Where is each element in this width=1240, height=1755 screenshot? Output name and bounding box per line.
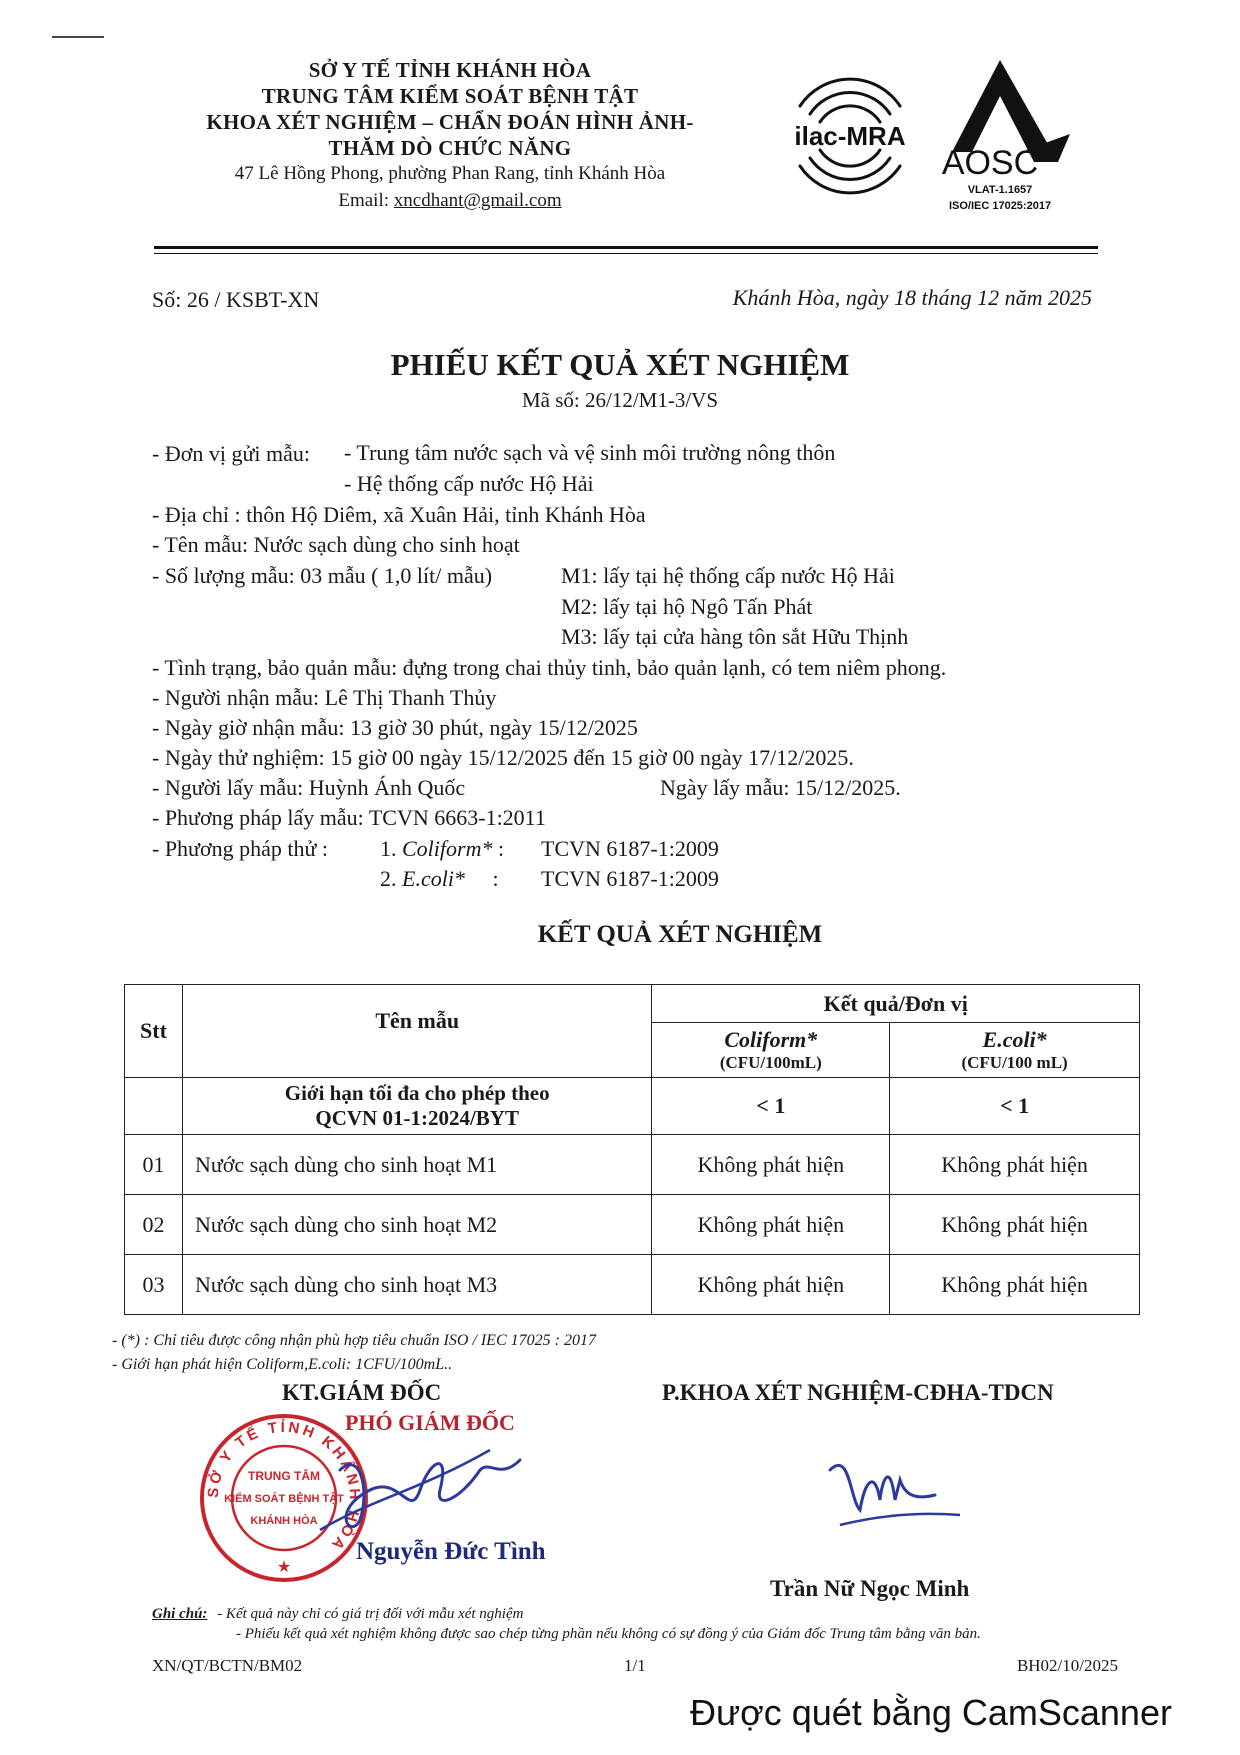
row-sample-name: Nước sạch dùng cho sinh hoạt M3 — [182, 1255, 651, 1315]
test-method-label: - Phương pháp thử : — [152, 836, 329, 861]
row-stt: 01 — [125, 1135, 183, 1195]
ilac-mra-logo — [770, 56, 930, 216]
doc-code: Mã số: 26/12/M1-3/VS — [521, 388, 718, 412]
org-line-3: KHOA XÉT NGHIỆM – CHẨN ĐOÁN HÌNH ẢNH- — [206, 110, 694, 134]
remark-1: - Kết quả này chỉ có giá trị đối với mẫu xét nghiệm — [217, 1606, 524, 1622]
stamp-text-3: KHÁNH HÒA — [250, 1515, 318, 1527]
sampling-method: - Phương pháp lấy mẫu: TCVN 6663-1:2011 — [152, 805, 546, 830]
right-sign-title: P.KHOA XÉT NGHIỆM-CĐHA-TDCN — [662, 1380, 1054, 1405]
right-signature — [820, 1440, 970, 1540]
stamp-text-1: TRUNG TÂM — [248, 1469, 320, 1483]
row-coliform: Không phát hiện — [652, 1195, 890, 1255]
limit-coliform: < 1 — [652, 1078, 890, 1135]
sample-receiver: - Người nhận mẫu: Lê Thị Thanh Thủy — [152, 685, 497, 710]
row-ecoli: Không phát hiện — [890, 1135, 1140, 1195]
remark-line-1 — [152, 1606, 523, 1623]
method-2 — [380, 866, 499, 892]
camscanner-watermark: Được quét bằng CamScanner — [690, 1692, 1172, 1733]
form-code: XN/QT/BCTN/BM02 — [152, 1656, 303, 1675]
table-row — [125, 1135, 1140, 1195]
limit-ecoli: < 1 — [890, 1078, 1140, 1135]
limit-stt-cell — [125, 1078, 183, 1135]
stamp-text-2: KIỂM SOÁT BỆNH TẬT — [224, 1493, 344, 1505]
col-coliform-header — [652, 1023, 890, 1078]
org-line-1: SỞ Y TẾ TỈNH KHÁNH HÒA — [308, 58, 592, 82]
email-label: Email: — [338, 190, 394, 211]
left-sign-title: KT.GIÁM ĐỐC — [282, 1380, 442, 1405]
col-ecoli-header — [890, 1023, 1140, 1078]
header-divider-thin — [154, 253, 1098, 254]
page-number: 1/1 — [624, 1656, 646, 1675]
method-2-name: E.coli* — [402, 866, 465, 891]
left-signature — [300, 1430, 530, 1550]
row-sample-name: Nước sạch dùng cho sinh hoạt M1 — [182, 1135, 651, 1195]
method-1-std: TCVN 6187-1:2009 — [541, 836, 719, 861]
sample-name: - Tên mẫu: Nước sạch dùng cho sinh hoạt — [152, 532, 520, 557]
ecoli-header-unit: (CFU/100 mL) — [961, 1053, 1068, 1072]
org-line-4: THĂM DÒ CHỨC NĂNG — [328, 136, 572, 160]
method-1-colon: : — [497, 836, 505, 861]
revision: BH02/10/2025 — [1016, 1656, 1118, 1675]
sample-m3: M3: lấy tại cửa hàng tôn sắt Hữu Thịnh — [561, 624, 909, 649]
results-title: KẾT QUẢ XÉT NGHIỆM — [537, 921, 823, 948]
sample-m2: M2: lấy tại hộ Ngô Tấn Phát — [561, 594, 813, 619]
remark-2: - Phiếu kết quả xét nghiệm không được sao chép từng phần nếu không có sự đồng ý của Giám đốc Trung tâm bằng văn bản. — [236, 1626, 981, 1642]
row-coliform: Không phát hiện — [652, 1135, 890, 1195]
limit-label-line-1: Giới hạn tối đa cho phép theo — [284, 1081, 550, 1105]
received-time: - Ngày giờ nhận mẫu: 13 giờ 30 phút, ngày 15/12/2025 — [152, 715, 638, 740]
sender-unit-1: - Trung tâm nước sạch và vệ sinh môi trường nông thôn — [344, 440, 836, 465]
row-ecoli: Không phát hiện — [890, 1195, 1140, 1255]
method-1 — [380, 836, 504, 862]
method-1-name: Coliform* — [402, 836, 493, 861]
row-stt: 02 — [125, 1195, 183, 1255]
org-address: 47 Lê Hồng Phong, phường Phan Rang, tỉnh Khánh Hòa — [234, 163, 666, 184]
sender-address: - Địa chỉ : thôn Hộ Diêm, xã Xuân Hải, tỉnh Khánh Hòa — [152, 502, 646, 527]
ecoli-header-label: E.coli* — [982, 1027, 1047, 1052]
limit-label — [182, 1078, 651, 1135]
doc-place-date: Khánh Hòa, ngày 18 tháng 12 năm 2025 — [732, 285, 1092, 310]
results-table — [124, 984, 1140, 1315]
left-sign-subtitle: PHÓ GIÁM ĐỐC — [345, 1410, 515, 1435]
org-email-line — [150, 190, 750, 212]
doc-title: PHIẾU KẾT QUẢ XÉT NGHIỆM — [390, 347, 850, 382]
note-accreditation: - (*) : Chỉ tiêu được công nhận phù hợp tiêu chuẩn ISO / IEC 17025 : 2017 — [112, 1332, 596, 1349]
sender-unit-2: - Hệ thống cấp nước Hộ Hải — [344, 471, 594, 496]
org-line-2: TRUNG TÂM KIỂM SOÁT BỆNH TẬT — [261, 84, 639, 108]
sampling-date: Ngày lấy mẫu: 15/12/2025. — [660, 775, 901, 800]
sample-count: - Số lượng mẫu: 03 mẫu ( 1,0 lít/ mẫu) — [152, 563, 493, 588]
aosc-logo — [930, 56, 1080, 216]
corner-mark — [52, 36, 104, 38]
row-sample-name: Nước sạch dùng cho sinh hoạt M2 — [182, 1195, 651, 1255]
row-coliform: Không phát hiện — [652, 1255, 890, 1315]
table-row — [125, 1195, 1140, 1255]
aosc-iso: ISO/IEC 17025:2017 — [948, 200, 1052, 212]
coliform-header-unit: (CFU/100mL) — [719, 1053, 822, 1072]
remark-label: Ghi chú: — [152, 1606, 208, 1622]
sample-m1: M1: lấy tại hệ thống cấp nước Hộ Hải — [561, 563, 895, 588]
method-1-num: 1. — [380, 836, 397, 861]
doc-number: Số: 26 / KSBT-XN — [152, 287, 320, 312]
sender-unit-label: - Đơn vị gửi mẫu: — [152, 441, 310, 466]
coliform-header-label: Coliform* — [724, 1027, 818, 1052]
method-2-std: TCVN 6187-1:2009 — [541, 866, 719, 891]
aosc-logo-text: AOSC — [941, 144, 1039, 182]
email-link[interactable]: xncdhant@gmail.com — [393, 190, 562, 211]
col-stt-header: Stt — [125, 985, 183, 1078]
method-2-num: 2. — [380, 866, 397, 891]
col-name-header: Tên mẫu — [182, 985, 651, 1078]
limit-label-line-2: QCVN 01-1:2024/BYT — [315, 1106, 519, 1130]
row-stt: 03 — [125, 1255, 183, 1315]
header-divider — [154, 246, 1098, 249]
row-ecoli: Không phát hiện — [890, 1255, 1140, 1315]
sampler: - Người lấy mẫu: Huỳnh Ánh Quốc — [152, 775, 466, 800]
method-2-colon: : — [492, 866, 499, 891]
svg-text:★: ★ — [276, 1559, 292, 1576]
note-detection-limit: - Giới hạn phát hiện Coliform,E.coli: 1CFU/100mL.. — [112, 1356, 453, 1373]
sample-condition: - Tình trạng, bảo quản mẫu: đựng trong chai thủy tinh, bảo quản lạnh, có tem niêm phong. — [152, 655, 947, 680]
left-signer-name: Nguyễn Đức Tình — [356, 1538, 546, 1565]
table-row — [125, 1255, 1140, 1315]
aosc-vlat: VLAT-1.1657 — [967, 184, 1033, 196]
stamp-ring-text: SỞ Y TẾ TỈNH KHÁNH HÒA — [204, 1418, 364, 1555]
ilac-logo-text: ilac-MRA — [794, 121, 906, 151]
right-signer-name: Trần Nữ Ngọc Minh — [770, 1576, 970, 1601]
col-result-header: Kết quả/Đơn vị — [652, 985, 1140, 1023]
test-date: - Ngày thử nghiệm: 15 giờ 00 ngày 15/12/2025 đến 15 giờ 00 ngày 17/12/2025. — [152, 745, 854, 770]
